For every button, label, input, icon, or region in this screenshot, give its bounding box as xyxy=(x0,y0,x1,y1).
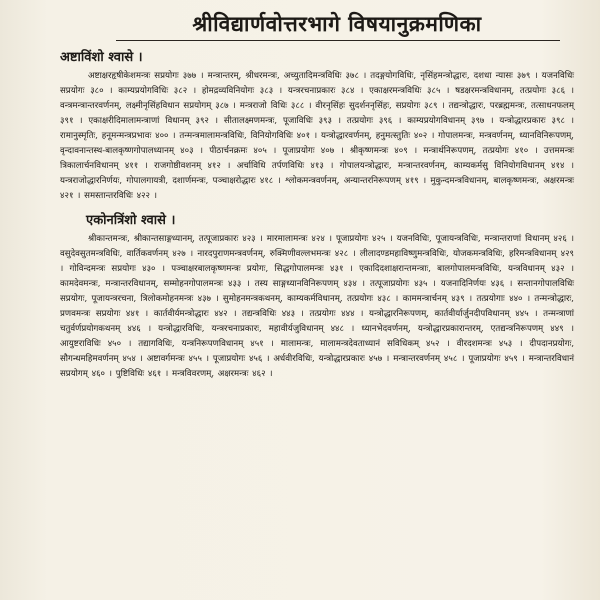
index-entry: यजनविधिः सप्रयोगः ३८० । xyxy=(60,71,575,96)
index-entry: तन्मन्त्रोद्धारः, प्रणवमन्त्रः सप्रयोगः ४४१ । xyxy=(60,294,575,319)
index-entry: यजनादिनिर्णयः ४३६ । xyxy=(440,279,513,289)
index-entry: मन्त्रराजो विधिः ३८८ । xyxy=(239,101,312,111)
index-entry: सुमोहनमन्त्रकथनम्, काम्यकर्मविधानम्, तत्प्रयोगः ४३८ । xyxy=(222,294,399,304)
index-entry: दीपदानप्रयोगः, सौगन्धमहिमवर्णनम् ४५४ । xyxy=(60,339,575,364)
index-entry: अर्चाविधि तर्पणविधिः ४१३ । xyxy=(236,161,334,171)
index-entry: पञ्चाक्षरबालकृष्णमन्त्रः प्रयोगः, सिद्धगोपालमन्त्रः ४३१ । xyxy=(171,264,353,274)
index-entry: तदङ्गयोगविधिः, नृसिंहमन्त्रोद्धारः, दशधा न्यासः ३७९ । xyxy=(370,71,538,81)
index-entry: तत्प्रयोगाः ४४० । xyxy=(476,294,531,304)
index-entry: सीतालक्ष्मणमन्त्रः, पूजाविधिः ३९३ । xyxy=(223,116,342,126)
index-entry: तद्यागविधिः, यन्त्रनिरूपणविधानम् ४५१ । xyxy=(138,339,274,349)
index-entry: उत्तममन्त्रः त्रिकालार्चनविधानम् ४११ । xyxy=(60,146,575,171)
index-entry: पूजाप्रयोगः ४५९ । xyxy=(468,354,525,364)
index-entry: अर्धवीरविधिः, यन्त्रोद्धारप्रकारः ४५७ । xyxy=(273,354,390,364)
index-entry: षडक्षरमन्त्रविधानम्, तत्प्रयोगः ३८६ । xyxy=(455,86,575,96)
index-entry: यजनविधिः, पूजायन्त्रविधिः, मन्त्रान्तराणां विधानम् ४२६ । xyxy=(396,234,575,244)
index-entry: तन्मन्त्रमालामन्त्रविधिः, विनियोगविधिः ४०१ । xyxy=(179,131,318,141)
index-entry: कामदेवमन्त्रः, मन्त्रान्तरविधानम्, सम्मोहनगोपालमन्त्रः ४३३ । xyxy=(60,279,250,289)
section-heading: अष्टाविंशो श्वासे । xyxy=(60,50,143,65)
index-entry: तद्यन्त्रविधिः ४४३ । xyxy=(242,309,304,319)
index-entry: यन्त्रोद्धारप्रकारः ३९८ । xyxy=(499,116,575,126)
index-entry: होमद्रव्यविनियोगः ३८३ । xyxy=(201,86,283,96)
index-entry: वसुदेवसुतमन्त्रविधिः, वार्तिकवर्णनम् ४२७ । xyxy=(60,249,194,259)
index-entry: तत्प्रयोगः ३९६ । xyxy=(346,116,402,126)
index-entry: सन्तानगोपालविधिः सप्रयोगः, पूजायन्त्ररचना, त्रिलोकमोहनमन्त्रः ४३७ । xyxy=(60,279,575,304)
index-entry: वन्त्रमन्त्रान्तरवर्णनम्, लक्ष्मीनृसिंहविधान सप्रयोगम् ३८७ । xyxy=(60,101,236,111)
index-entry: लीलादण्डमहाविष्णुमन्त्रविधिः, योजकमन्त्रविधिः, हरिमन्त्रविधानम् ४२९ । xyxy=(60,249,575,274)
index-entry: यन्त्रोद्धारनिरूपणम्, कार्तवीर्यार्जुनदीपविधानम् ४४५ । xyxy=(368,309,538,319)
index-entry: यन्त्रोद्धारविधिः, यन्त्ररचनाप्रकारः, महावीर्यजुविधानम् ४४८ । xyxy=(158,324,355,334)
index-entry: राजगोष्ठीवशनम् ४१२ । xyxy=(154,161,231,171)
index-entry: अष्टावर्गमन्त्रः ४५५ । xyxy=(146,354,210,364)
title-underline xyxy=(116,40,560,41)
section-contents xyxy=(60,69,574,204)
index-entry: वीरदशमन्त्रः ४५३ । xyxy=(456,339,523,349)
index-entry: मन्त्रविवरणम्, अक्षरमन्त्रः ४६२ । xyxy=(172,369,273,379)
index-entry: मारमालामन्त्रः ४२४ । xyxy=(266,234,333,244)
index-entry: मन्त्रान्तरवर्णनम् ४५८ । xyxy=(393,354,465,364)
index-entry: यन्त्रराजोद्धारनिर्णयः, गोपालगायत्री, दशार्णमन्त्रः, पञ्चाक्षरोद्धारः ४१८ । xyxy=(60,176,281,186)
index-entry: तस्य साङ्गध्यानविनिरूपणम् ४३४ । xyxy=(254,279,366,289)
index-entry: यन्त्रोद्धारवर्णनम्, हनुमत्स्तुतिः ४०२ । xyxy=(320,131,435,141)
index-entry: पीठार्चनक्रमः ४०५ । xyxy=(209,146,277,156)
section-29 xyxy=(60,210,574,382)
index-entry: एकाक्षरमन्त्रविधिः ३८५ । xyxy=(369,86,450,96)
index-entry: श्लोकमन्त्रवर्णनम्, अन्यान्तरनिरूपणम् ४१९ । xyxy=(284,176,427,186)
index-entry: अष्टाक्षरहृषीकेशमन्त्रः सप्रयोगः ३७७ । xyxy=(88,71,204,81)
index-entry: गोपालमन्त्रः, मन्त्रवर्णनम्, ध्यानविनिरूपणम्, वृन्दावनान्तस्थ-बालकृष्णगोपालध्यानम् ४०३ । xyxy=(60,131,575,156)
index-entry: मुकुन्दमन्त्रविधानम्, बालकृष्णमन्त्रः, अक्षरमन्त्रः ४२१ । xyxy=(60,176,575,201)
index-entry: मन्त्रार्थनिरूपणम्, तत्प्रयोगः ४१० । xyxy=(423,146,538,156)
index-entry: पूजाप्रयोगः ४२५ । xyxy=(335,234,393,244)
page-title: श्रीविद्यार्णवोत्तरभागे विषयानुक्रमणिका xyxy=(192,11,482,36)
index-entry: श्रीकृष्णमन्त्रः ४०९ । xyxy=(349,146,418,156)
section-heading: एकोनत्रिंशो श्वासे । xyxy=(86,213,176,228)
index-entry: एकादिदशाक्षरान्तमन्त्राः, बालगोपालमन्त्रविधिः, यन्त्रविधानम् ४३२ । xyxy=(359,264,575,274)
index-entry: गोविन्दमन्त्रः सप्रयोगः ४३० । xyxy=(69,264,166,274)
index-entry: श्रीकान्तमन्त्रः, श्रीकान्तसाङ्गध्यानम्, तत्पूजाप्रकारः ४२३ । xyxy=(88,234,263,244)
index-entry: वीरनृसिंहः सुदर्शननृसिंहः, सप्रयोगः ३८९ । xyxy=(315,101,445,111)
index-entry: मन्त्रान्तरविधानं सप्रयोगम् ४६० । xyxy=(60,354,575,379)
index-entry: कार्तवीर्यमन्त्रोद्धारः ४४२ । xyxy=(153,309,237,319)
index-entry: तन्मन्त्राणां चतुर्वर्णप्रयोगकथनम् ४४६ । xyxy=(60,309,575,334)
index-entry: नारदपुराणमन्त्रवर्णनम्, रुक्मिणीवल्लभमन्त्रः ४२८ । xyxy=(197,249,356,259)
index-entry: ध्यानभेदवर्णनम्, यन्त्रोद्धारप्रकारान्तरम्, एतद्यन्त्रनिरूपणम् ४४९ । xyxy=(361,324,574,334)
index-entry: पूजाप्रयोगः ४०७ । xyxy=(282,146,344,156)
index-entry: मालामन्त्रः, मालामन्त्रदेवताध्यानं सविधिकम् ४५२ । xyxy=(280,339,450,349)
index-entry: तत्पूजाप्रयोगः ४३५ । xyxy=(370,279,436,289)
section-contents xyxy=(60,232,574,382)
section-28 xyxy=(60,47,574,204)
index-entry: गोपालयन्त्रोद्धारः, मन्त्रान्तरवर्णनम्, काम्यकर्मसु विनियोगविधानम् ४१४ । xyxy=(339,161,575,171)
index-entry: मन्त्रान्तरम्, श्रीधरमन्त्रः, अच्युतादिमन्त्रविधिः ३७८ । xyxy=(207,71,367,81)
index-entry: पुष्टिविधिः ४६१ । xyxy=(115,369,169,379)
index-entry: काममन्त्रार्चनम् ४३९ । xyxy=(402,294,473,304)
index-entry: पूजाप्रयोगः ४५६ । xyxy=(212,354,270,364)
index-entry: रामानुस्मृतिः, हनूमन्मन्त्रप्रभावः ४०० । xyxy=(60,131,176,141)
index-entry: तत्प्रयोगः ४४४ । xyxy=(309,309,364,319)
index-entry: यन्त्ररचनाप्रकारः ३८४ । xyxy=(287,86,364,96)
index-entry: आयुष्टराविधिः ४५० । xyxy=(60,339,132,349)
index-entry: तद्यन्त्रोद्धारः, परब्रह्ममन्त्रः, तत्साधनफलम् ३९१ । xyxy=(60,101,575,126)
index-entry: काम्यप्रयोगविधिः ३८२ । xyxy=(118,86,197,96)
index-entry: काम्यप्रयोगविधानम् ३९७ । xyxy=(407,116,494,126)
index-entry: एकाक्षरीदिमालामन्त्राणां विधानम् ३९२ । xyxy=(88,116,218,126)
index-entry: समस्तान्तरविधिः ४२२ । xyxy=(84,191,157,201)
